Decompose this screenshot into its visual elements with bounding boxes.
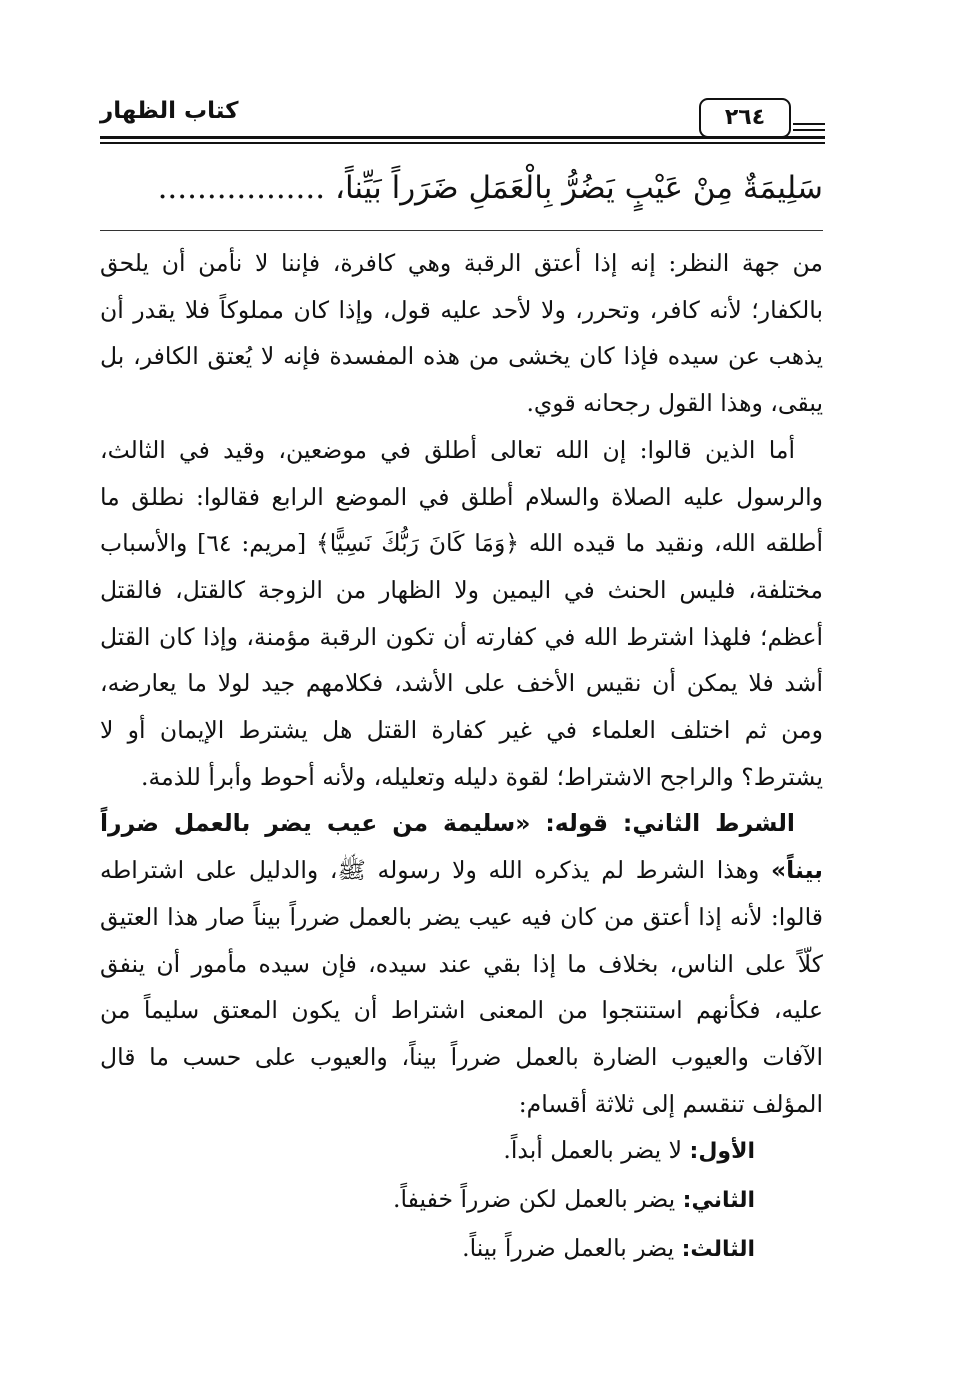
header-rule-tick [793,123,825,125]
list-item-label: الأول: [689,1139,755,1165]
commentary-paragraph [100,800,823,1127]
header-rule-thin [100,142,825,144]
header-rule-tick [793,129,825,131]
page-number: ٢٦٤ [699,98,791,138]
book-title: كتاب الظهار [100,98,239,124]
list-item-label: الثاني: [682,1188,755,1214]
commentary-paragraph: أما الذين قالوا: إن الله تعالى أطلق في موضعين، وقيد في الثالث، والرسول عليه الصلاة والسلام أطلق في الموضع الرابع فقالوا: نطلق ما أطلقه الله، ونقيد ما قيده الله ﴿وَمَا كَانَ رَبُّكَ نَسِيًّا﴾ [مريم: ٦٤] والأسباب مختلفة، فليس الحنث في اليمين ولا الظهار من الزوجة كالقتل، فالقتل أعظم؛ فلهذا اشترط الله في كفارته أن تكون الرقبة مؤمنة، وإذا كان القتل أشد فلا يمكن أن نقيس الأخف على الأشد، فكلامهم جيد لولا ما يعارضه، ومن ثم اختلف العلماء في غير كفارة القتل هل يشترط الإيمان أو لا يشترط؟ والراجح الاشتراط؛ لقوة دليله وتعليله، ولأنه أحوط وأبرأ للذمة. [100,435,823,791]
condition-text: وهذا الشرط لم يذكره الله ولا رسوله ﷺ، والدليل على اشتراطه قالوا: لأنه إذا أعتق من كان فيه عيب يضر بالعمل ضرراً بيناً صار هذا العتيق كلّاً على الناس، بخلاف ما إذا بقي عند سيده، فإن سيده مأمور أن ينفق عليه، فكأنهم استنتجوا من المعنى اشتراط أن يكون المعتق سليماً من الآفات والعيوب الضارة بالعمل ضرراً بيناً، والعيوب على حسب ما قال المؤلف تنقسم إلى ثلاثة أقسام: [100,856,823,1118]
list-item-text: يضر بالعمل لكن ضرراً خفيفاً. [392,1185,683,1214]
commentary-paragraph: من جهة النظر: إنه إذا أعتق الرقبة وهي كافرة، فإننا لا نأمن أن يلحق بالكفار؛ لأنه كافر، وتحرر، ولا لأحد عليه قول، وإذا كان مملوكاً فلا يقدر أن يذهب عن سيده فإذا كان يخشى من هذه المفسدة فإنه لا يُعتق الكافر، بل يبقى، وهذا القول رجحانه قوي. [100,249,823,418]
running-header [100,92,825,150]
matn-line: سَلِيمَةٌ مِنْ عَيْبٍ يَضُرُّ بِالْعَمَلِ ضَرَراً بَيِّناً، ................. [157,170,823,206]
list-item-label: الثالث: [681,1236,755,1262]
list-item-text: لا يضر بالعمل أبداً. [503,1136,690,1165]
commentary-body [100,240,823,1273]
list-item-text: يضر بالعمل ضرراً بيناً. [462,1233,682,1262]
matn-divider [100,230,823,231]
list-item [100,1176,823,1225]
list-item [100,1225,823,1274]
list-item [100,1127,823,1176]
condition-heading: الشرط الثاني: قوله: «سليمة من عيب يضر بالعمل ضرراً بيناً» [100,809,823,885]
